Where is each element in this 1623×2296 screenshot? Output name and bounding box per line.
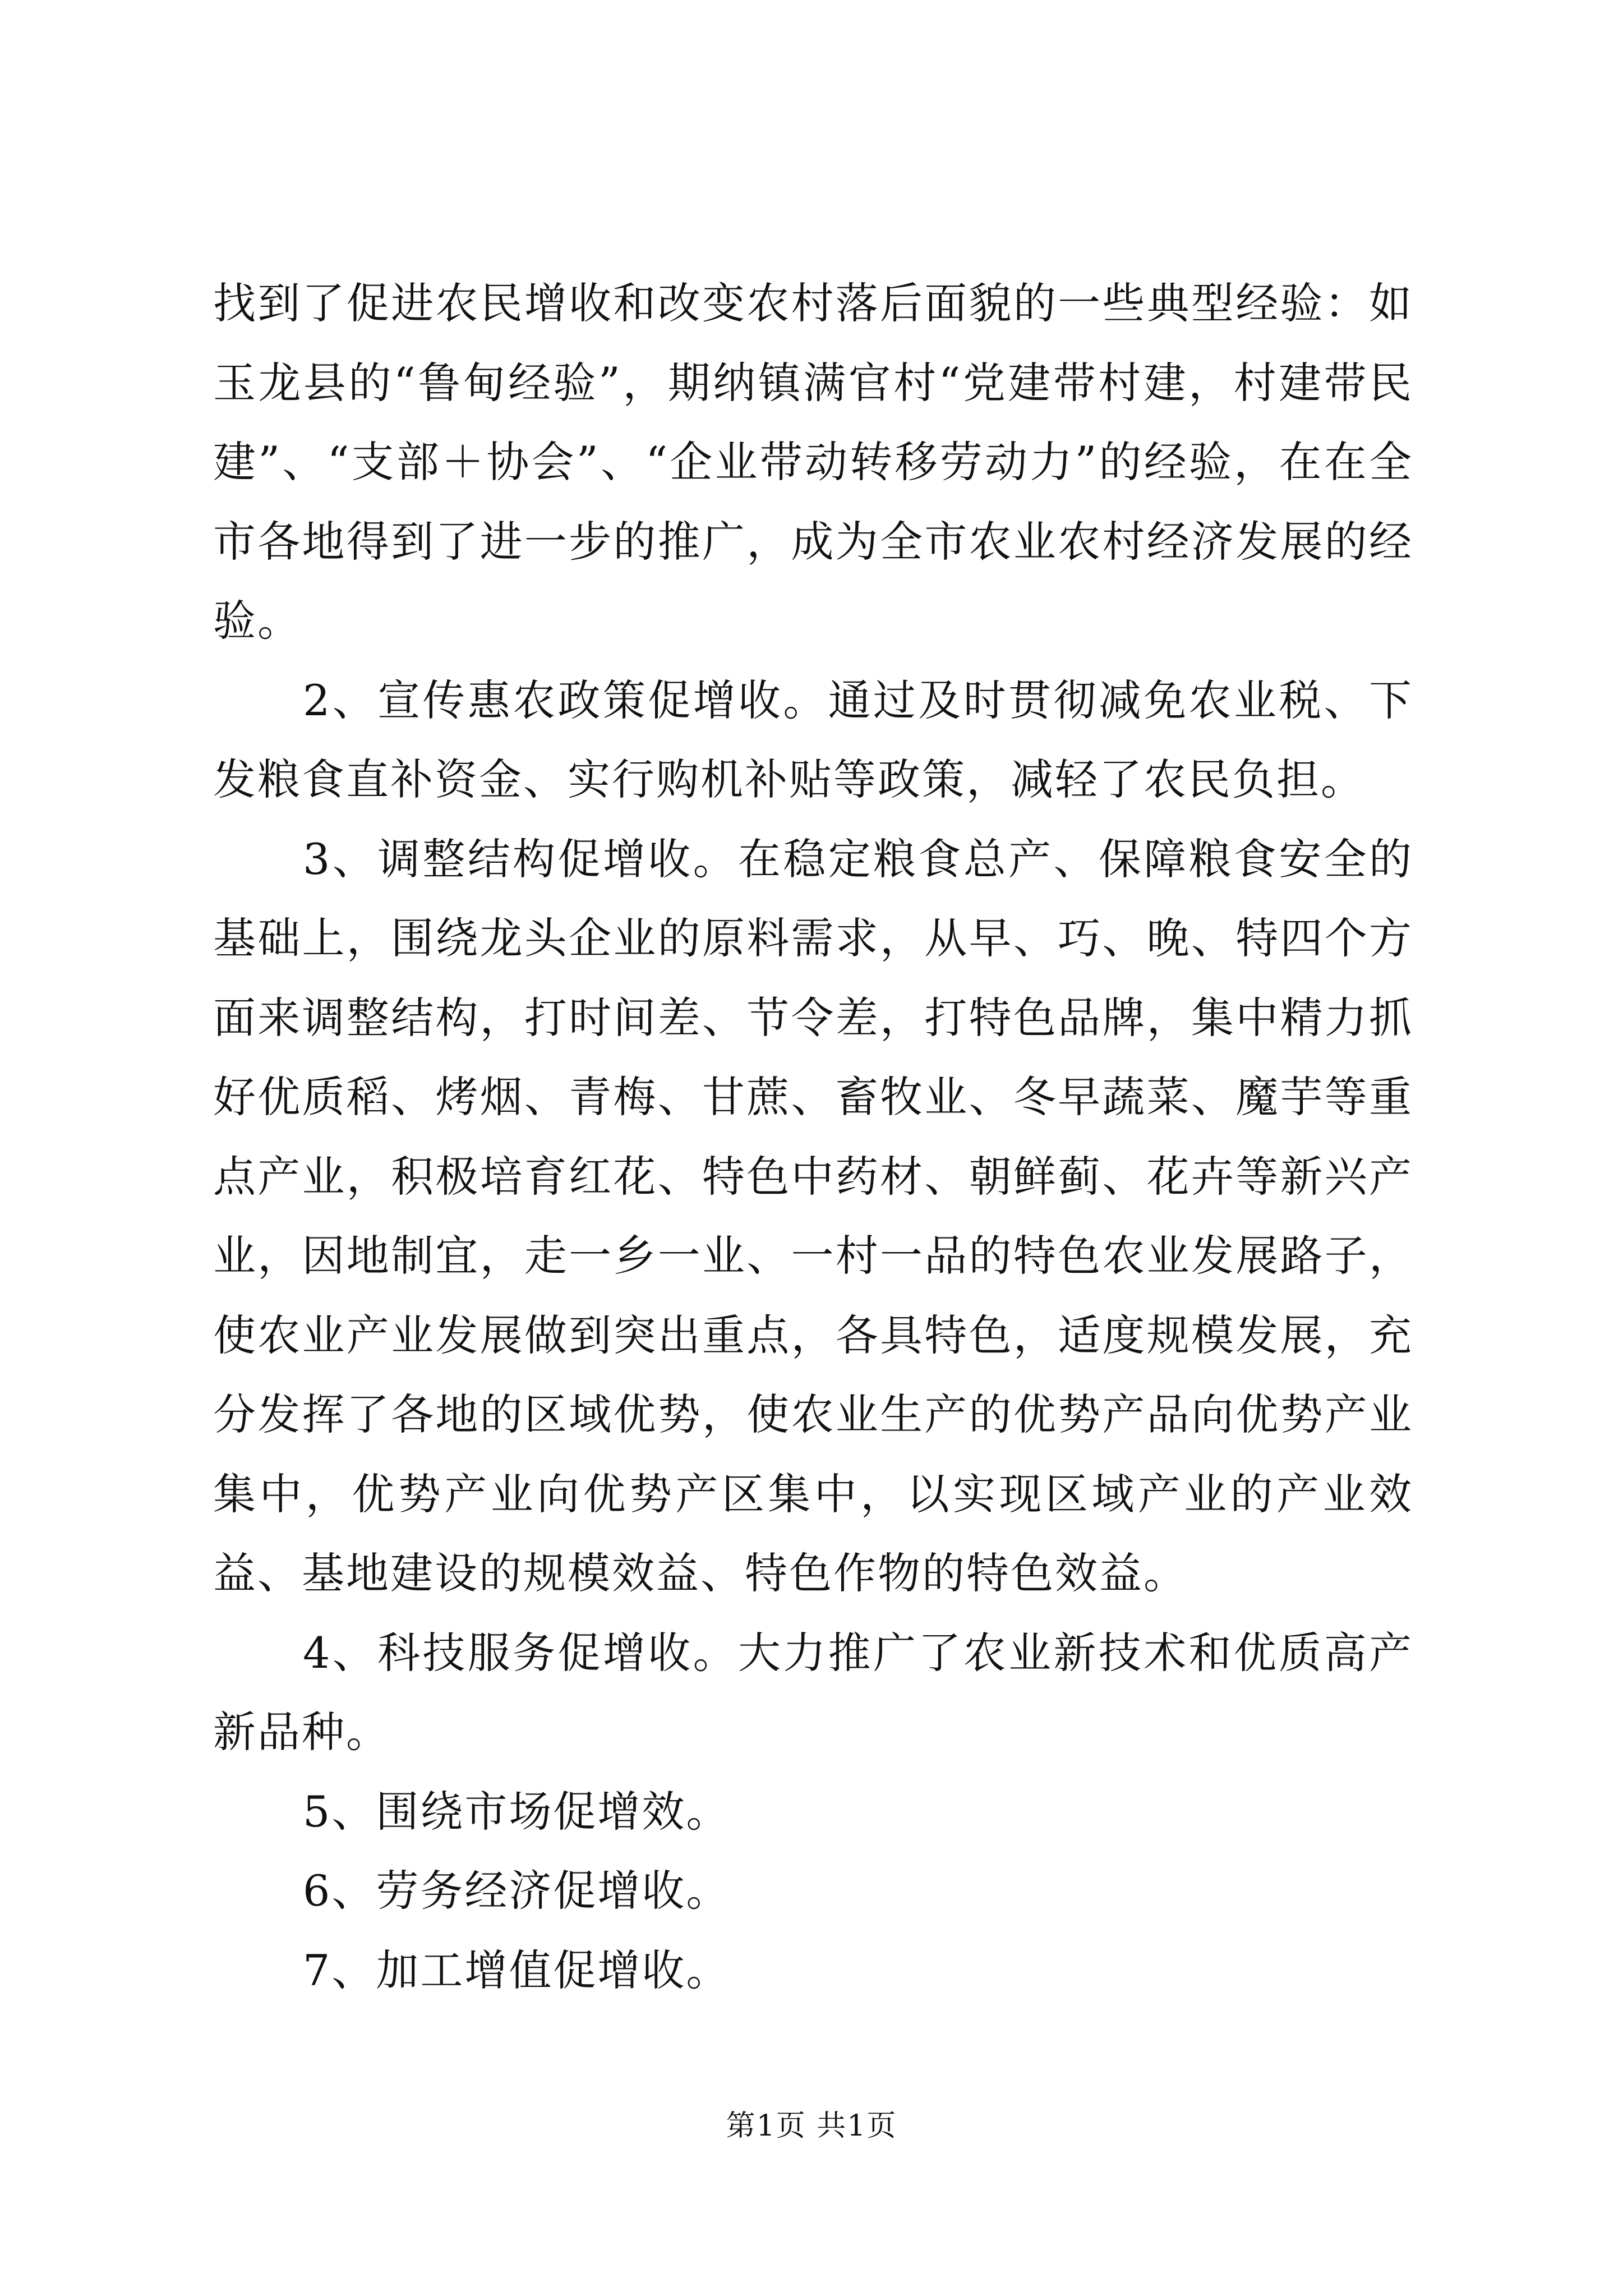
paragraph-item-3: 3、调整结构促增收。在稳定粮食总产、保障粮食安全的基础上，围绕龙头企业的原料需求，从早、巧、晚、特四个方面来调整结构，打时间差、节令差，打特色品牌，集中精力抓好优质稻、烤烟、青梅、甘蔗、畜牧业、冬早蔬菜、魔芋等重点产业，积极培育红花、特色中药材、朝鲜蓟、花卉等新兴产业，因地制宜，走一乡一业、一村一品的特色农业发展路子，使农业产业发展做到突出重点，各具特色，适度规模发展，充分发挥了各地的区域优势，使农业生产的优势产品向优势产业集中，优势产业向优势产区集中，以实现区域产业的产业效益、基地建设的规模效益、特色作物的特色效益。 [213, 834, 1413, 1598]
page-footer: 第1页 共1页 [726, 2109, 897, 2143]
paragraph-item-6: 6、劳务经济促增收。 [303, 1866, 731, 1916]
paragraph-item-2: 2、宣传惠农政策促增收。通过及时贯彻减免农业税、下发粮食直补资金、实行购机补贴等政策，减轻了农民负担。 [213, 675, 1413, 804]
paragraph-continuation: 找到了促进农民增收和改变农村落后面貌的一些典型经验：如玉龙县的“鲁甸经验”，期纳镇满官村“党建带村建，村建带民建”、“支部＋协会”、“企业带动转移劳动力”的经验，在在全市各地得到了进一步的推广，成为全市农业农村经济发展的经验。 [213, 278, 1413, 646]
paragraph-item-7: 7、加工增值促增收。 [303, 1945, 731, 1995]
document-body [213, 264, 1413, 2010]
paragraph-item-5: 5、围绕市场促增效。 [303, 1786, 731, 1837]
paragraph-item-4: 4、科技服务促增收。大力推广了农业新技术和优质高产新品种。 [213, 1627, 1413, 1757]
